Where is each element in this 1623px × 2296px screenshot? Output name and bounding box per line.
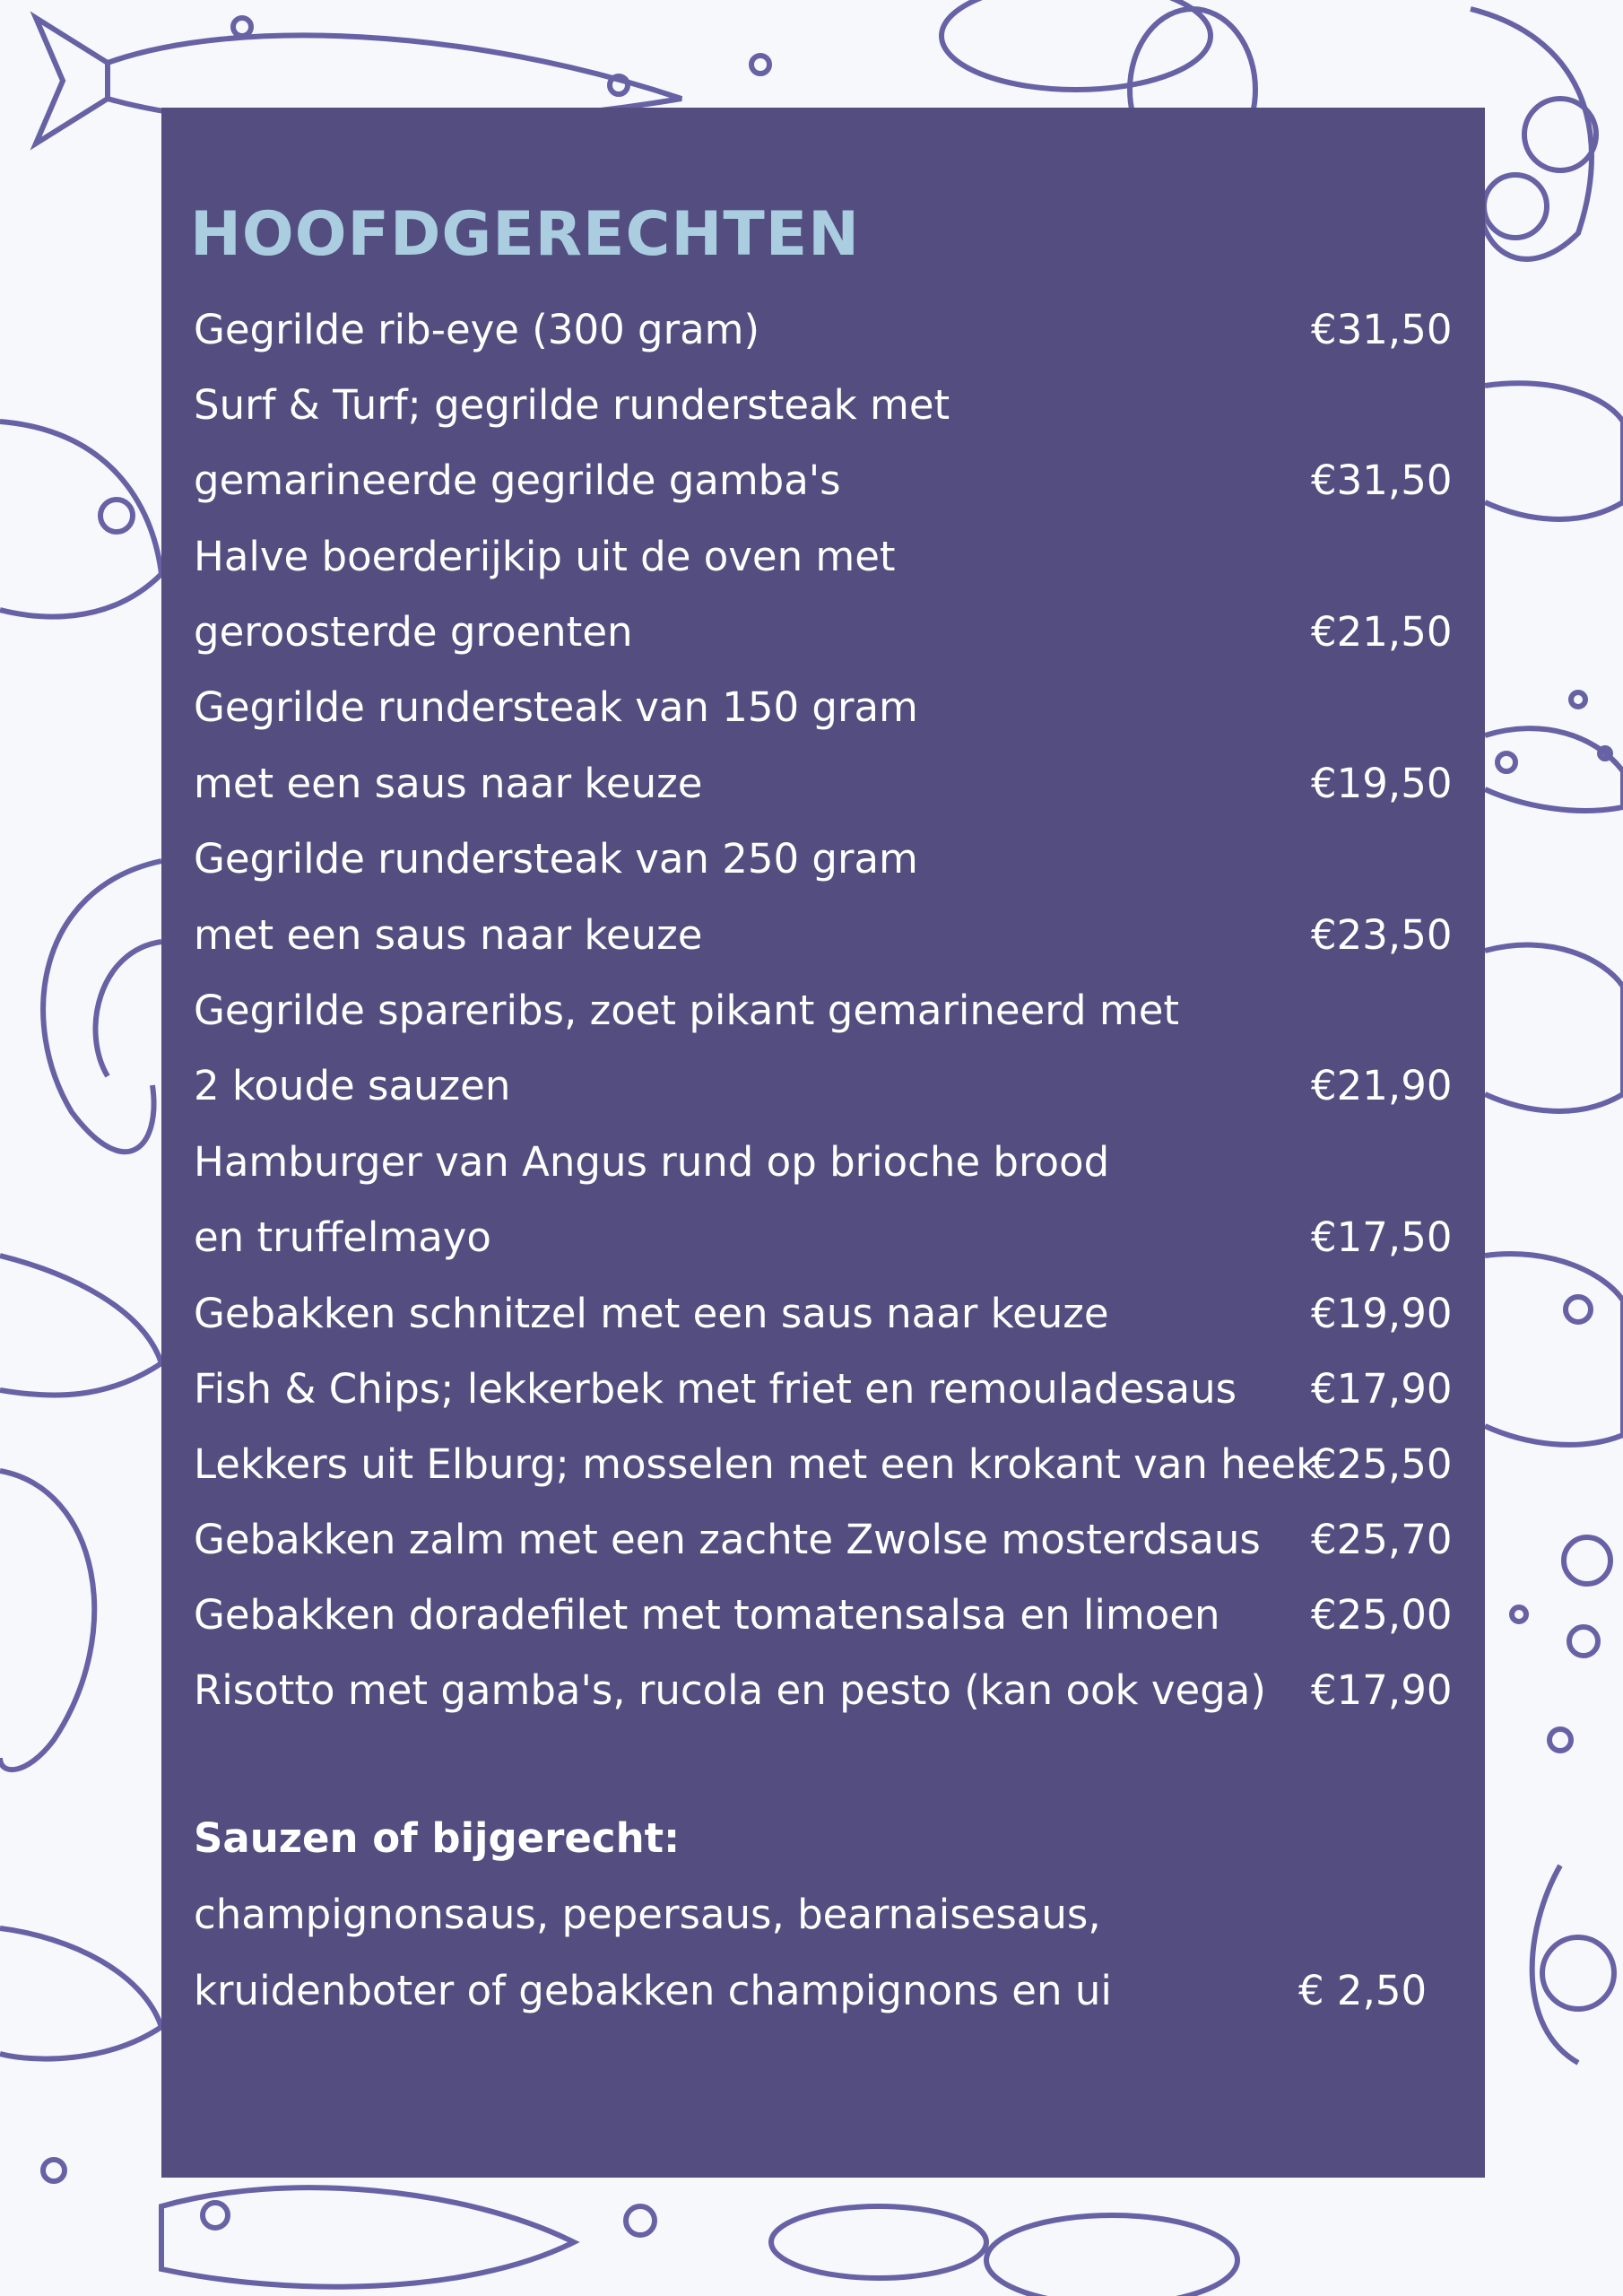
menu-line [194, 292, 1467, 368]
fish-icon [1485, 728, 1623, 811]
dish-name: Gebakken doradefilet met tomatensalsa en limoen [194, 1591, 1220, 1639]
dish-price: €17,50 [1311, 1213, 1453, 1261]
menu-line [194, 1276, 1467, 1352]
dish-name: met een saus naar keuze [194, 760, 703, 807]
menu-line [194, 443, 1467, 518]
menu-line [194, 595, 1467, 670]
fish-icon [161, 2187, 574, 2287]
dish-name: Hamburger van Angus rund op brioche brood [194, 1138, 1110, 1186]
dish-price: €25,50 [1311, 1440, 1453, 1488]
sauces-text: champignonsaus, pepersaus, bearnaisesaus, [194, 1891, 1101, 1938]
dish-name: met een saus naar keuze [194, 911, 703, 959]
dish-price: €19,50 [1311, 760, 1453, 807]
menu-line [194, 822, 1467, 897]
sauces-price: € 2,50 [1298, 1967, 1428, 2014]
dish-name: Risotto met gamba's, rucola en pesto (kan ook vega) [194, 1666, 1266, 1714]
menu-line [194, 973, 1467, 1048]
dish-name: Surf & Turf; gegrilde rundersteak met [194, 381, 950, 429]
octopus-tentacle-icon [43, 861, 161, 1152]
octopus-tentacle-icon [1532, 1866, 1614, 2063]
menu-line [194, 1578, 1467, 1653]
menu-line [194, 1502, 1467, 1578]
fish-icon [1485, 945, 1623, 1111]
dish-name: Gebakken zalm met een zachte Zwolse mosterdsaus [194, 1516, 1261, 1563]
dish-price: €25,00 [1311, 1591, 1453, 1639]
shell-icon [0, 1471, 94, 1770]
dish-name: Lekkers uit Elburg; mosselen met een krokant van heek [194, 1440, 1320, 1488]
menu-line [194, 670, 1467, 745]
sauces-line [194, 1877, 1467, 1952]
sauces-heading: Sauzen of bijgerecht: [194, 1814, 681, 1862]
dish-name: Fish & Chips; lekkerbek met friet en remouladesaus [194, 1365, 1237, 1413]
menu-line [194, 1653, 1467, 1728]
dish-price: €21,50 [1311, 608, 1453, 656]
dish-price: €25,70 [1311, 1516, 1453, 1563]
dish-name: geroosterde groenten [194, 608, 633, 656]
menu-line [194, 519, 1467, 595]
dish-name: en truffelmayo [194, 1213, 491, 1261]
fish-icon [0, 1256, 161, 1396]
dish-name: Halve boerderijkip uit de oven met [194, 533, 896, 580]
sauces-text: kruidenboter of gebakken champignons en ui [194, 1967, 1112, 2014]
dish-name: Gegrilde spareribs, zoet pikant gemarineerd met [194, 987, 1180, 1034]
dish-name: Gegrilde rundersteak van 150 gram [194, 683, 918, 731]
dish-name: gemarineerde gegrilde gamba's [194, 457, 841, 504]
dish-name: Gegrilde rib-eye (300 gram) [194, 306, 760, 353]
dish-name: Gegrilde rundersteak van 250 gram [194, 835, 918, 883]
page-title: HOOFDGERECHTEN [190, 199, 861, 270]
lobster-icon [1471, 9, 1596, 259]
menu-line [194, 368, 1467, 443]
menu-line [194, 898, 1467, 973]
sauces-line [194, 1953, 1467, 2029]
menu-line [194, 1352, 1467, 1427]
dish-price: €21,90 [1311, 1062, 1453, 1109]
menu-line [194, 746, 1467, 822]
dish-price: €17,90 [1311, 1666, 1453, 1714]
fish-icon [1485, 1254, 1623, 1445]
menu-line [194, 1125, 1467, 1200]
dish-price: €19,90 [1311, 1290, 1453, 1337]
fish-icon [0, 1928, 161, 2059]
dish-price: €23,50 [1311, 911, 1453, 959]
fish-icon [0, 422, 161, 617]
menu-line [194, 1048, 1467, 1124]
menu-line [194, 1427, 1467, 1502]
shell-icon [771, 2206, 1237, 2296]
dish-name: 2 koude sauzen [194, 1062, 511, 1109]
dish-name: Gebakken schnitzel met een saus naar keuze [194, 1290, 1109, 1337]
menu-line [194, 1200, 1467, 1275]
dish-price: €31,50 [1311, 457, 1453, 504]
dish-price: €17,90 [1311, 1365, 1453, 1413]
dish-price: €31,50 [1311, 306, 1453, 353]
fish-icon [1485, 383, 1623, 519]
